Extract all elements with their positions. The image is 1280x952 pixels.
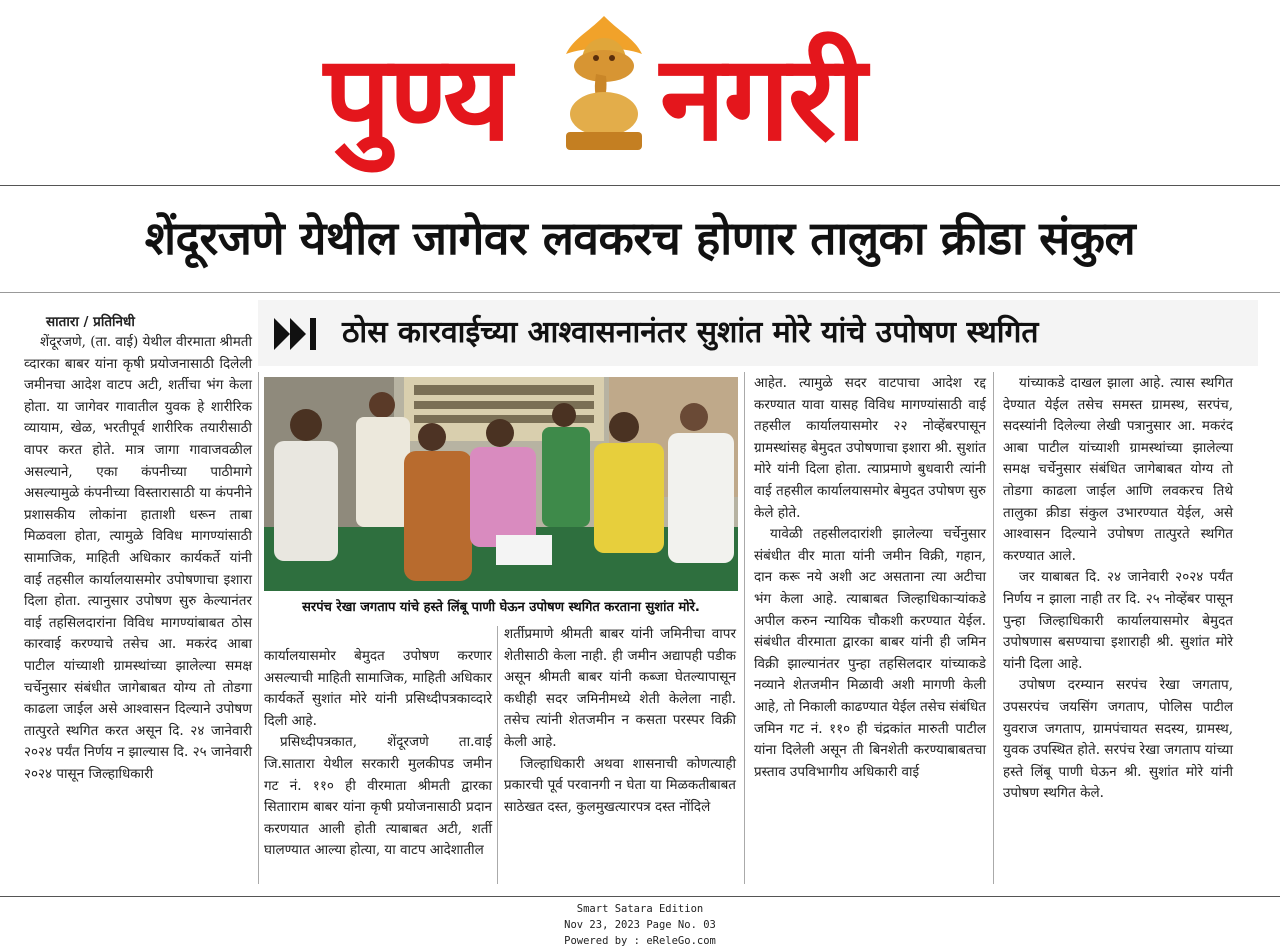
paragraph: शर्तीप्रमाणे श्रीमती बाबर यांनी जमिनीचा वापर शेतीसाठी केला नाही. ही जमीन अद्यापही पडीक असून श्रीमती बाबर यांनी कब्जा घेतल्यापासून कधीही सदर जमिनीमध्ये शेती केलेला नाही. तसेच त्यांनी शेतजमीन न कसता परस्पर विक्री केली आहे. [504, 626, 736, 750]
column-rule [993, 372, 994, 884]
photo-caption: सरपंच रेखा जगताप यांचे हस्ते लिंबू पाणी घेऊन उपोषण स्थगित करताना सुशांत मोरे. [302, 600, 700, 615]
subheadline: ठोस कारवाईच्या आश्वासनानंतर सुशांत मोरे यांचे उपोषण स्थगित [342, 315, 1039, 350]
news-photo [264, 377, 738, 591]
article-column-6 [1003, 373, 1233, 805]
column-rule [744, 372, 745, 884]
column-rule [258, 372, 259, 884]
paragraph: जर याबाबत दि. २४ जानेवारी २०२४ पर्यंत निर्णय न झाला नाही तर दि. २५ नोव्हेंबर पासून पुन्हा जिल्हाधिकारी कार्यालयासमोर बेमुदत उपोषणास बसण्याचा इशाराही श्री. सुशांत मोरे यांनी दिला आहे. [1003, 569, 1233, 672]
ganesha-logo-icon [556, 14, 652, 154]
powered-by-link[interactable]: Powered by : eReleGo.com [564, 935, 716, 947]
masthead-title-right: नगरी [660, 29, 865, 167]
article-column-5 [754, 373, 986, 783]
masthead-title-left: पुण्य [324, 29, 510, 167]
dateline: सातारा / प्रतिनिधी [46, 314, 135, 330]
paragraph: आहेत. त्यामुळे सदर वाटपाचा आदेश रद्द करण्यात यावा यासह विविध मागण्यांसाठी वाई तहसील कार्यालयासमोर २२ नोव्हेंबरपासून ग्रामस्थांसह बेमुदत उपोषणाचा इशारा श्री. सुशांत मोरे यांनी दिला होता. त्याप्रमाणे बुधवारी त्यांनी वाई तहसील कार्यालयासमोर बेमुदत उपोषण सुरु केले होते. [754, 375, 986, 521]
article-column-1 [24, 312, 252, 785]
subheadline-bar [258, 300, 1258, 366]
page-footer [0, 896, 1280, 952]
paragraph: प्रसिध्दीपत्रकात, शेंदूरजणे ता.वाई जि.सातारा येथील सरकारी मुलकीपड जमीन गट नं. ११० ही वीरमाता श्रीमती द्वारका सितााराम बाबर यांना कृषी प्रयोजनासाठी प्रदान करणयात आली होती त्याबाबत अटी, शर्ती घालण्यात आल्या होत्या, या वाटप आदेशातील [264, 734, 492, 859]
photo-illustration [264, 377, 738, 591]
article-column-3 [264, 646, 492, 862]
fast-forward-icon [274, 318, 322, 350]
masthead [0, 0, 1280, 186]
date-page: Nov 23, 2023 Page No. 03 [564, 919, 716, 931]
paragraph: कार्यालयासमोर बेमुदत उपोषण करणार असल्याची माहिती सामाजिक, माहिती अधिकार कार्यकर्ते सुशांत मोरे यांनी प्रसिध्दीपत्रकाव्दारे दिली आहे. [264, 648, 492, 729]
paragraph: यांच्याकडे दाखल झाला आहे. त्यास स्थगित देण्यात येईल तसेच समस्त ग्रामस्थ, सरपंच, सदस्यांनी दिलेल्या लेखी पत्रानुसार आ. मकरंद आबा पाटील यांच्याशी ग्रामस्थांच्या झालेल्या समक्ष चर्चेनुसार संबंधित जागेबाबत योग्य तो तोडगा काढला जाईल आणि लवकरच तिथे तालुका क्रीडा संकुल उभारण्यात येईल, असे आश्वासन दिल्याने उपोषण तात्पुरते स्थगित करण्यात आले. [1003, 375, 1233, 564]
paragraph: उपोषण दरम्यान सरपंच रेखा जगताप, उपसरपंच जयसिंग जगताप, पोलिस पाटील युवराज जगताप, ग्रामपंचायत सदस्य, ग्रामस्थ, युवक उपस्थित होते. सरपंच रेखा जगताप यांच्या हस्ते लिंबू पाणी घेऊन श्री. सुशांत मोरे यांनी उपोषण स्थगित केले. [1003, 677, 1233, 802]
paragraph: शेंदूरजणे, (ता. वाई) येथील वीरमाता श्रीमती व्दारका बाबर यांना कृषी प्रयोजनासाठी दिलेली जमीनचा आदेश वाटप अटी, शर्तीचा भंग केला होता. या जागेवर गावातील युवक हे शारीरिक व्यायाम, खेळ, भरतीपूर्व शारीरिक तयारीसाठी वापर करत होते. मात्र जागा गावाजवळील असल्याने, एका कंपनीच्या पाठीमागे असल्यामुळे कंपनीच्या विस्तारासाठी या कंपनीने प्रशासकीय लोकांना हाताशी धरून ताबा मिळवला होता, त्यामुळे विविध मागण्यांसाठी सामाजिक, माहिती अधिकार कार्यकर्ते यांनी वाई तहसील कार्यालयासमोर उपोषणाचा इशारा दिला होता. त्यानुसार उपोषण सुरु केल्यानंतर वाई तहसिलदारांना विविध मागण्यांबाबत ठोस कारवाई करण्याचे तसेच आ. मकरंद आबा पाटील यांच्याशी ग्रामस्थांच्या झालेल्या समक्ष चर्चेनुसार संबंधीत जागेबाबत योग्य तो तोडगा काढला जाईल असे आश्वासन दिल्याने उपोषण तात्पुरते स्थगित करत असून दि. २४ जानेवारी २०२४ पर्यंत निर्णय न झाल्यास दि. २५ जानेवारी २०२४ पासून जिल्हाधिकारी [24, 334, 252, 782]
main-headline: शेंदूरजणे येथील जागेवर लवकरच होणार तालुका क्रीडा संकुल [144, 211, 1136, 265]
edition-name: Smart Satara Edition [576, 903, 704, 915]
column-rule [497, 626, 498, 884]
paragraph: यावेळी तहसीलदारांशी झालेल्या चर्चेनुसार संबंधीत वीर माता यांनी जमीन विक्री, गहान, दान करू नये अशी अट असताना त्या अटीचा भंग केला आहे. त्याबाबत जिल्हाधिकाऱ्यांकडे अपील करुन न्यायिक चौकशी करण्यात येईल. संबंधीत वीरमाता द्वारका बाबर यांनी ही जमिन विक्री झाल्यानंतर पुन्हा तहसिलदार यांच्याकडे नव्याने शेतजमीन मिळावी अशी मागणी केली आहे, तो निकाली काढण्यात येईल तसेच संबंधित जमिन गट नं. ११० ही चंद्रकांत मारुती पाटील यांना दिलेली असून ती बिनशेती करण्याबाबतचा प्रस्ताव उपविभागीय अधिकारी वाई [754, 526, 986, 780]
article-column-4 [504, 624, 736, 818]
paragraph: जिल्हाधिकारी अथवा शासनाची कोणत्याही प्रकारची पूर्व परवानगी न घेता या मिळकतीबाबत साठेखत दस्त, कुलमुखत्यारपत्र दस्त नोंदिले [504, 755, 736, 815]
divider [0, 292, 1280, 293]
